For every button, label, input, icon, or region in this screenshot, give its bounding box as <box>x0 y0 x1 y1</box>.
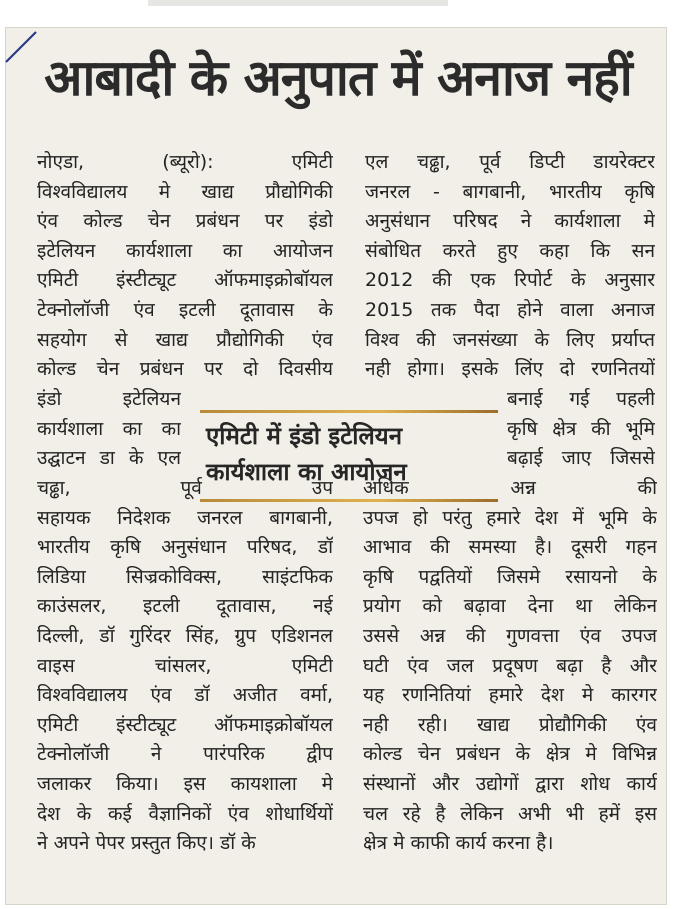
text-line: विश्व की जनसंख्या के लिए प्रर्याप्त <box>365 328 655 351</box>
right-column-top <box>365 148 655 385</box>
text-line: जलाकर किया। इस कायशाला मे <box>37 772 333 795</box>
text-line: आभाव की समस्या है। दूसरी गहन <box>363 536 657 559</box>
text-line: चढ्ढा, पूर्व उप <box>37 477 333 499</box>
text-line: देश के कई वैज्ञानिकों एंव शोधार्थियों <box>37 802 333 825</box>
text-line: संबोधित करते हुए कहा कि सन <box>365 239 655 262</box>
text-line: ने अपने पेपर प्रस्तुत किए। डॉ के <box>37 832 256 855</box>
text-line: एमिटी इंस्टीट्यूट ऑफमाइक्रोबॉयल <box>37 713 333 736</box>
text-line: 2012 की एक रिपोर्ट के अनुसार <box>365 269 655 292</box>
text-line: काउंसलर, इटली दूतावास, नई <box>37 595 333 618</box>
text-line: कृषि क्षेत्र की भूमि <box>507 417 655 440</box>
text-line: चल रहे है लेकिन अभी भी हमें इस <box>363 802 657 825</box>
text-line: टेक्नोलॉजी एंव इटली दूतावास के <box>37 298 333 321</box>
text-line: उपज हो परंतु हमारे देश में भूमि के <box>363 506 657 529</box>
right-column-bottom <box>363 474 657 859</box>
text-line: बनाई गई पहली <box>507 388 655 410</box>
text-line: कार्यशाला का का <box>37 417 181 440</box>
text-line: घटी एंव जल प्रदूषण बढ़ा है और <box>363 654 657 677</box>
text-line: बढ़ाई जाए जिससे <box>507 447 655 470</box>
text-line: संस्थानों और उद्योगों द्वारा शोध कार्य <box>363 772 657 795</box>
text-line: उद्घाटन डा के एल <box>37 447 181 470</box>
text-line: विश्वविद्यालय एंव डॉ अजीत वर्मा, <box>37 684 333 707</box>
text-line: कृषि पद्वतियों जिसमे रसायनो के <box>363 565 657 588</box>
text-line: वाइस चांसलर, एमिटी <box>37 654 333 677</box>
text-line: दिल्ली, डॉ गुरिंदर सिंह, ग्रुप एडिशनल <box>37 624 333 647</box>
text-line: एमिटी इंस्टीट्यूट ऑफमाइक्रोबॉयल <box>37 269 333 292</box>
text-line: 2015 तक पैदा होने वाला अनाज <box>365 298 655 321</box>
text-line: इटेलियन कार्यशाला का आयोजन <box>37 239 333 262</box>
pull-quote-rule-top <box>200 410 498 413</box>
text-line: लिडिया सिज्रकोविक्स, साइंटफिक <box>37 565 333 588</box>
text-line: सहायक निदेशक जनरल बागबानी, <box>37 506 333 529</box>
text-line: नोएडा, (ब्यूरो): एमिटी <box>37 151 333 173</box>
text-line: जनरल - बागबानी, भारतीय कृषि <box>365 180 655 203</box>
scan-top-edge <box>148 0 448 6</box>
pull-quote-line: एमिटी में इंडो इटेलियन <box>206 422 403 450</box>
text-line: प्रयोग को बढ़ावा देना था लेकिन <box>363 595 657 618</box>
text-line: भारतीय कृषि अनुसंधान परिषद, डॉ <box>37 536 333 559</box>
right-column-mid <box>507 385 655 474</box>
pull-quote <box>200 410 498 502</box>
text-line: नही रही। खाद्य प्रोद्यौगिकी एंव <box>363 713 657 736</box>
text-line: एंव कोल्ड चेन प्रबंधन पर इंडो <box>37 210 333 233</box>
headline: आबादी के अनुपात में अनाज नहीं <box>44 49 632 107</box>
text-line: टेक्नोलॉजी ने पारंपरिक द्वीप <box>37 743 333 766</box>
text-line: अनुसंधान परिषद ने कार्यशाला मे <box>365 210 655 233</box>
text-line: एल चढ्ढा, पूर्व डिप्टी डायरेक्टर <box>365 151 655 173</box>
left-column-top <box>37 148 333 385</box>
text-line: यह रणनितियां हमारे देश मे कारगर <box>363 684 657 707</box>
text-line: इंडो इटेलियन <box>37 388 181 410</box>
text-line: सहयोग से खाद्य प्रौद्योगिकी एंव <box>37 328 333 351</box>
left-column-bottom <box>37 474 333 859</box>
left-column-mid <box>37 385 181 474</box>
text-line: कोल्ड चेन प्रबंधन के क्षेत्र मे विभिन्न <box>363 743 657 766</box>
pull-quote-line: कार्यशाला का आयोजन <box>206 458 407 486</box>
text-line: नही होगा। इसके लिंए दो रणनितयों <box>365 358 655 381</box>
text-line: क्षेत्र मे काफी कार्य करना है। <box>363 832 554 855</box>
text-line: विश्वविद्यालय मे खाद्य प्रौद्योगिकी <box>37 180 333 203</box>
text-line: उससे अन्न की गुणवत्ता एंव उपज <box>363 624 657 647</box>
text-line: अधिक अन्न की <box>363 477 657 499</box>
text-line: कोल्ड चेन प्रबंधन पर दो दिवसीय <box>37 358 333 381</box>
pull-quote-text <box>206 418 494 490</box>
pull-quote-rule-bottom <box>200 499 498 502</box>
